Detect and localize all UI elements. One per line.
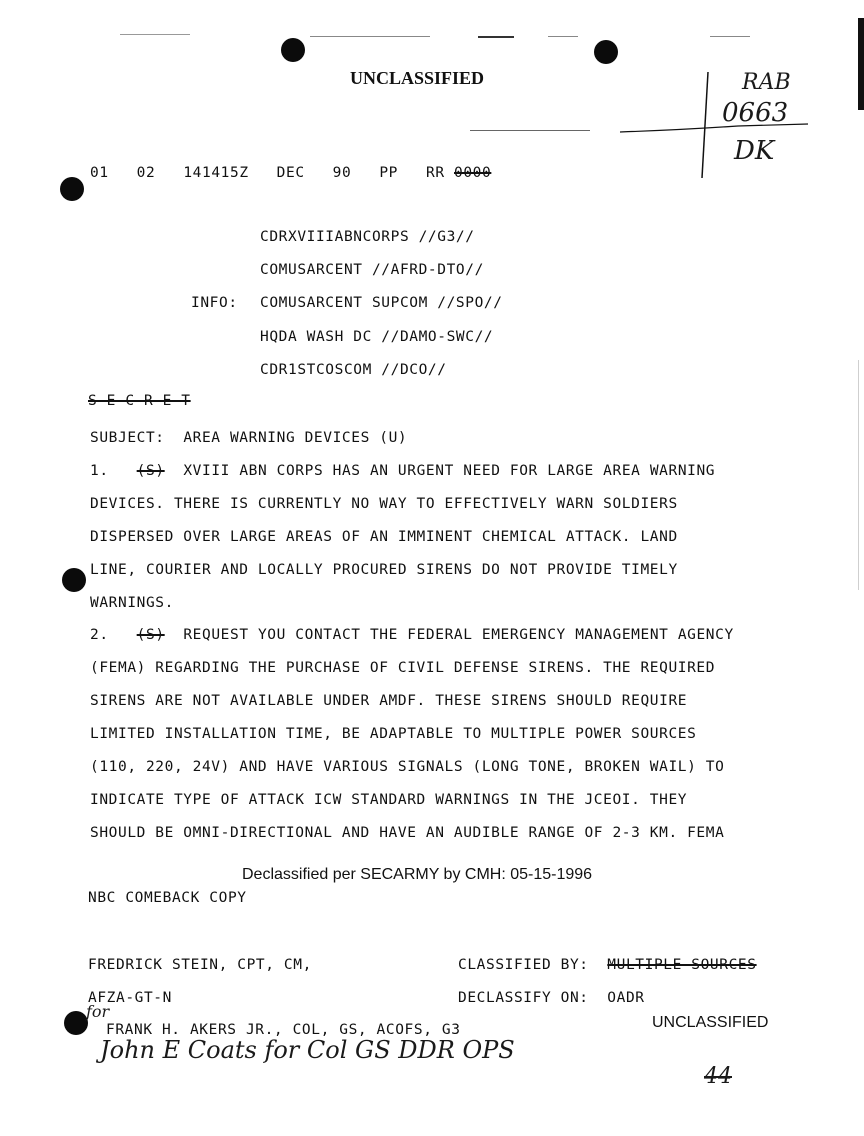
handwritten-for: for (86, 1002, 110, 1021)
drafter: FREDRICK STEIN, CPT, CM, (88, 957, 312, 973)
dtg-part2: 02 (136, 165, 156, 181)
paragraph-2-line (90, 619, 734, 652)
paragraph-2-number: 2. (90, 627, 109, 643)
office-symbol: AFZA-GT-N (88, 990, 172, 1006)
dtg-struck-code: 0000 (454, 165, 492, 181)
scan-speck (478, 36, 514, 38)
subject-line (90, 430, 407, 446)
paragraph-2 (90, 619, 734, 850)
scan-speck (470, 130, 590, 131)
scan-edge-bar (858, 18, 864, 110)
dtg-precedence-2: RR (426, 165, 445, 181)
addressee-to-1: CDRXVIIIABNCORPS //G3// (260, 229, 475, 245)
classified-by-value: MULTIPLE SOURCES (607, 957, 757, 973)
handwritten-ref-2: 0663 (722, 98, 789, 128)
declassify-on (458, 990, 645, 1006)
scan-speck (120, 34, 190, 35)
subject-text: AREA WARNING DEVICES (U) (183, 430, 408, 446)
scan-edge-line (858, 360, 859, 590)
classification-bottom: UNCLASSIFIED (652, 1014, 769, 1031)
paragraph-1-text: XVIII ABN CORPS HAS AN URGENT NEED FOR LARGE AREA WARNING (183, 463, 716, 479)
struck-classification: S E C R E T (88, 393, 191, 409)
paragraph-2-line: INDICATE TYPE OF ATTACK ICW STANDARD WARNINGS IN THE JCEOI. THEY (90, 792, 688, 808)
paragraph-2-line: LIMITED INSTALLATION TIME, BE ADAPTABLE TO MULTIPLE POWER SOURCES (90, 726, 697, 742)
addressee-info-2: HQDA WASH DC //DAMO-SWC// (260, 329, 494, 345)
declassify-on-label: DECLASSIFY ON: (458, 990, 589, 1006)
paragraph-1-number: 1. (90, 463, 109, 479)
handwritten-ref-1: RAB (742, 70, 791, 95)
dtg-month: DEC (276, 165, 305, 181)
addressee-info-3: CDR1STCOSCOM //DCO// (260, 362, 447, 378)
addressee-info-1: COMUSARCENT SUPCOM //SPO// (260, 295, 503, 311)
dtg-precedence-1: PP (379, 165, 398, 181)
paragraph-2-text: REQUEST YOU CONTACT THE FEDERAL EMERGENCY MANAGEMENT AGENCY (183, 627, 734, 643)
punch-hole (594, 40, 618, 64)
addressee-to-2: COMUSARCENT //AFRD-DTO// (260, 262, 484, 278)
paragraph-1-line: DEVICES. THERE IS CURRENTLY NO WAY TO EFFECTIVELY WARN SOLDIERS (90, 496, 678, 512)
classified-by (458, 957, 757, 973)
declassified-stamp: Declassified per SECARMY by CMH: 05-15-1996 (242, 866, 593, 883)
punch-hole (64, 1011, 88, 1035)
paragraph-1-marking: (S) (136, 463, 165, 479)
paragraph-1 (90, 455, 715, 620)
dtg-year: 90 (332, 165, 352, 181)
subject-label: SUBJECT: (90, 430, 165, 446)
punch-hole (62, 568, 86, 592)
page-number: 44 (704, 1064, 732, 1089)
paragraph-2-line: SHOULD BE OMNI-DIRECTIONAL AND HAVE AN AUDIBLE RANGE OF 2-3 KM. FEMA (90, 825, 725, 841)
classified-by-label: CLASSIFIED BY: (458, 957, 589, 973)
dtg-line (90, 165, 491, 181)
declassify-on-value: OADR (607, 990, 645, 1006)
paragraph-1-line: WARNINGS. (90, 595, 174, 611)
paragraph-2-line: (FEMA) REGARDING THE PURCHASE OF CIVIL DEFENSE SIRENS. THE REQUIRED (90, 660, 716, 676)
info-label: INFO: (191, 295, 238, 311)
scan-speck (710, 36, 750, 37)
nbc-comeback-copy: NBC COMEBACK COPY (88, 890, 247, 906)
paragraph-2-line: (110, 220, 24V) AND HAVE VARIOUS SIGNALS (LONG TONE, BROKEN WAIL) TO (90, 759, 725, 775)
dtg-time: 141415Z (183, 165, 249, 181)
paragraph-1-line (90, 455, 715, 488)
paragraph-2-marking: (S) (136, 627, 165, 643)
punch-hole (60, 177, 84, 201)
punch-hole (281, 38, 305, 62)
approver: FRANK H. AKERS JR., COL, GS, ACOFS, G3 (106, 1022, 461, 1038)
scan-speck (310, 36, 430, 37)
classification-top: UNCLASSIFIED (350, 68, 485, 88)
paragraph-1-line: DISPERSED OVER LARGE AREAS OF AN IMMINENT CHEMICAL ATTACK. LAND (90, 529, 678, 545)
signature: John E Coats for Col GS DDR OPS (100, 1036, 515, 1064)
dtg-part1: 01 (90, 165, 109, 181)
paragraph-2-line: SIRENS ARE NOT AVAILABLE UNDER AMDF. THESE SIRENS SHOULD REQUIRE (90, 693, 688, 709)
paragraph-1-line: LINE, COURIER AND LOCALLY PROCURED SIRENS DO NOT PROVIDE TIMELY (90, 562, 678, 578)
handwritten-initials: DK (734, 136, 775, 166)
scan-speck (548, 36, 578, 37)
